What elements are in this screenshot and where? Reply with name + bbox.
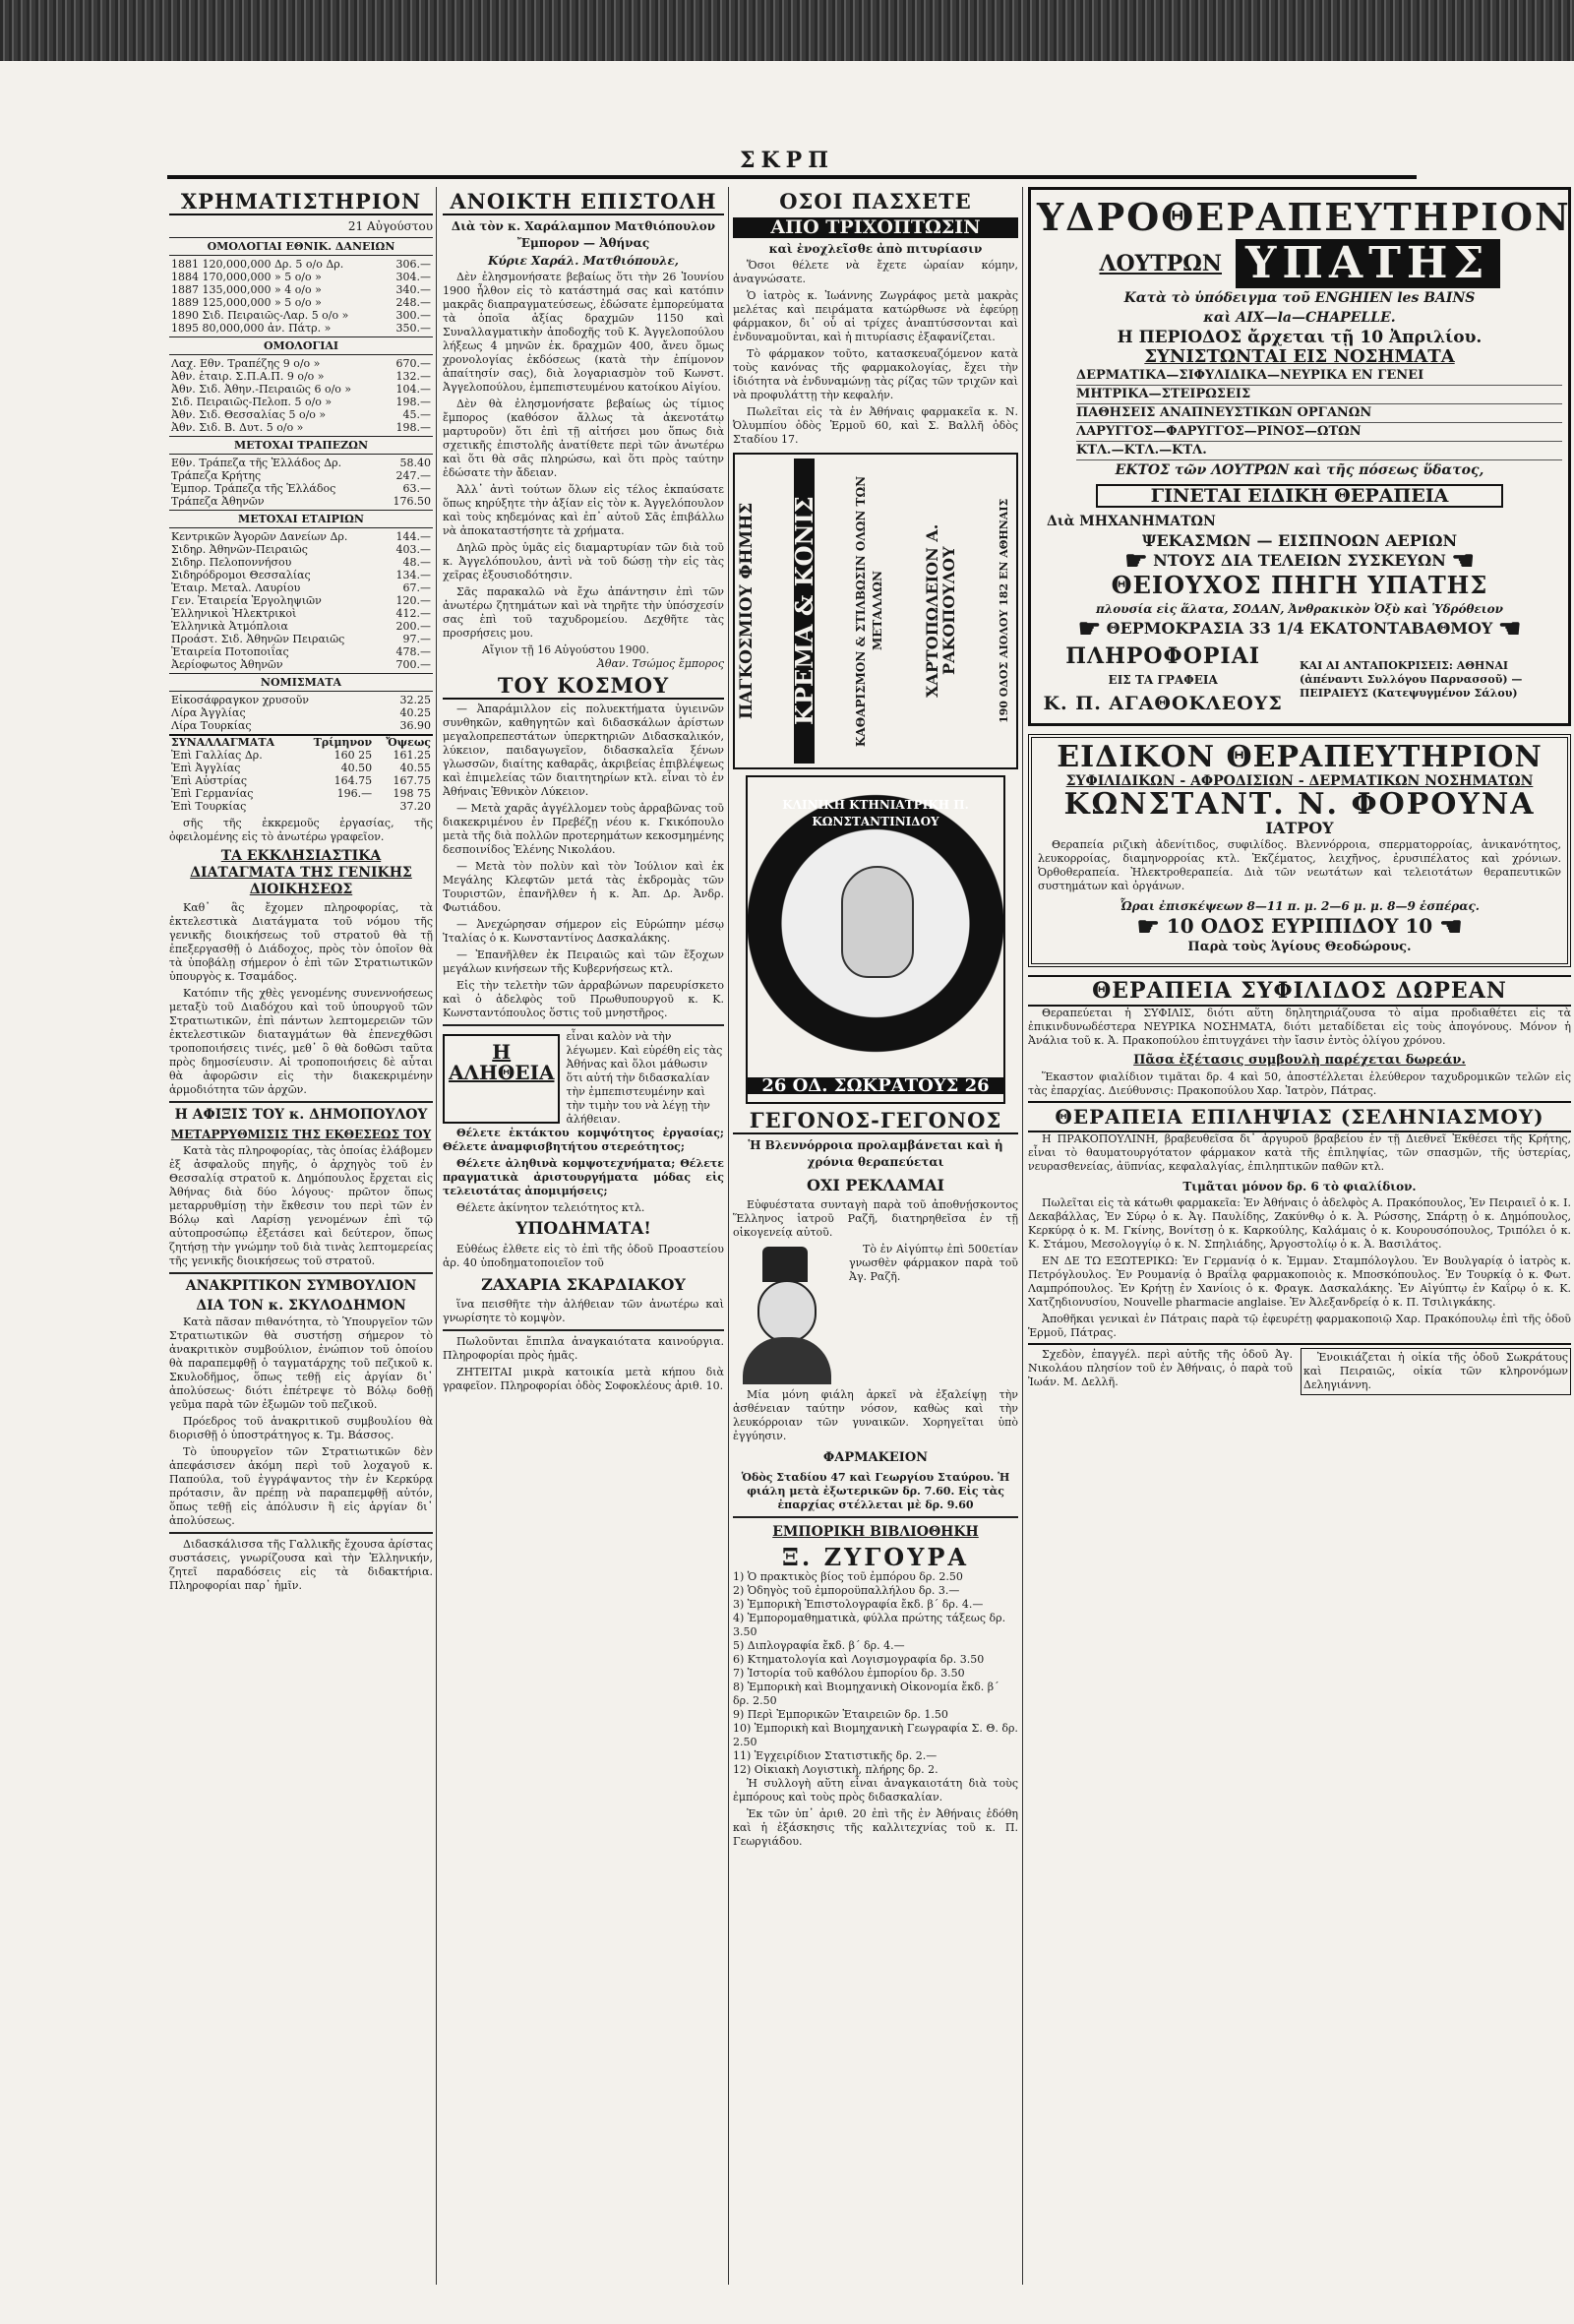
classified-ad: Ἐκ τῶν ὑπ᾽ ἀριθ. 20 ἐπὶ τῆς ἐν Ἀθήναις ἐδόθη καὶ ἡ ἐξάσκησις τῆς καλλιτεχνίας τοῦ κ. Π. Γεωργιάδου. [733, 1807, 1018, 1848]
table-cell: 403.— [395, 543, 431, 556]
table-cell: 1884 170,000,000 » 5 ο/ο » [171, 271, 322, 283]
open-letter-title: ΑΝΟΙΚΤΗ ΕΠΙΣΤΟΛΗ [443, 191, 724, 215]
epilepsy-ad-text: ΕΝ ΔΕ ΤΩ ΕΞΩΤΕΡΙΚΩ: Ἐν Γερμανίᾳ ὁ κ. Ἐμμαν. Σταμπόλογλου. Ἐν Βουλγαρίᾳ ὁ ἰατρὸς κ. Πετρόγλουλος. Ἐν Ρουμανίᾳ ὁ Βραΐλᾳ φαρμακοποιὸς κ. Μποσκόπουλος. Ἐν Τουρκίᾳ ὁ κ. Φωτ. Λαμπρόπουλος. Ἐν Κρήτῃ ἐν Χανίοις ὁ κ. Φραγκ. Δασκαλάκης. Ἐν Αἰγύπτῳ ἐν Καΐρῳ ὁ κ. Κ. Χατζηδιονυσίου, Nouvelle pharmacie anglaise. Ἐν Ἀλεξανδρείᾳ ὁ κ. Π. Τσιλιγκάκης. [1028, 1254, 1571, 1309]
disease-list-item: ΠΑΘΗΣΕΙΣ ΑΝΑΠΝΕΥΣΤΙΚΩΝ ΟΡΓΑΝΩΝ [1076, 404, 1562, 423]
info-offices: ΚΑΙ ΑΙ ΑΝΤΑΠΟΚΡΙΣΕΙΣ: ΑΘΗΝΑΙ (ἀπέναντι Συλλόγου Παρνασσοῦ) — ΠΕΙΡΑΙΕΥΣ (Κατεψυγμένον Σάλου) [1300, 659, 1523, 700]
polish-ad-line: ΚΑΘΑΡΙΣΜΟΝ & ΣΤΙΛΒΩΣΙΝ ΟΛΩΝ ΤΩΝ ΜΕΤΑΛΛΩΝ [853, 475, 884, 747]
society-title: ΤΟΥ ΚΟΣΜΟΥ [443, 675, 724, 700]
table-row [169, 258, 433, 271]
table-cell: 1895 80,000,000 ἀν. Πάτρ. » [171, 322, 332, 335]
table-row [169, 620, 433, 633]
syphilis-ad-text: Ἕκαστον φιαλίδιον τιμᾶται δρ. 4 καὶ 50, ἀποστέλλεται ἐλεύθερον ταχυδρομικῶν τελῶν εἰς τὰς ἐπαρχίας. Διεύθυνσις: Πρακοπούλου Χαρ. Ἰατρὸν, Πάτρας. [1028, 1070, 1571, 1097]
table-row [169, 581, 433, 594]
shoemaker-name: ΖΑΧΑΡΙΑ ΣΚΑΡΔΙΑΚΟΥ [481, 1275, 686, 1294]
table-cell: 200.— [395, 620, 431, 633]
stock-exchange-title: ΧΡΗΜΑΤΙΣΤΗΡΙΟΝ [169, 191, 433, 215]
table-row [169, 594, 433, 607]
table-cell: 134.— [395, 569, 431, 581]
table-header-cell: ΣΥΝΑΛΛΑΓΜΑΤΑ [171, 736, 275, 749]
table-row [169, 408, 433, 421]
classified-ad: ΖΗΤΕΙΤΑΙ μικρὰ κατοικία μετὰ κήπου διὰ γραφεῖον. Πληροφορίαι ὁδὸς Σοφοκλέους ἀριθ. 10. [443, 1366, 724, 1392]
table-cell: Κεντρικῶν Ἀγορῶν Δανείων Δρ. [171, 530, 348, 543]
table-cell: Ἐταιρεία Ποτοποιΐας [171, 645, 289, 658]
divider [443, 1024, 724, 1026]
table-cell: 67.— [402, 581, 431, 594]
table-row [169, 469, 433, 482]
showers-text: ΝΤΟΥΣ ΔΙΑ ΤΕΛΕΙΩΝ ΣΥΣΚΕΥΩΝ [1153, 551, 1446, 570]
table-row [169, 309, 433, 322]
gegonos-line: Ἡ Βλεννόρροια προλαμβάνεται καὶ ἡ χρόνια θεραπεύεται [748, 1138, 1003, 1169]
article-paragraph: Κατόπιν τῆς χθὲς γενομένης συνεννοήσεως μεταξὺ τοῦ Διαδόχου καὶ τοῦ ὑπουργοῦ τῶν Στρατιωτικῶν, ἐπὶ πάντων λεπτομερειῶν τῶν ἐκτελεστικῶν διαταγμάτων θὰ ἐπενεχθῶσι τροποποιήσεις τινές, μεθ᾽ ὃ θὰ δοθῶσι ταῦτα πρὸς δημοσίευσιν. Αἱ τροποποιήσεις δὲ αὗται θὰ ἀφορῶσιν εἰς τὴν διακεκριμένην ἁρμοδιότητα τῶν ἀρχῶν. [169, 987, 433, 1096]
article-paragraph: Τὸ ὑπουργεῖον τῶν Στρατιωτικῶν δὲν ἀπεφάσισεν ἀκόμη περὶ τοῦ λοχαγοῦ κ. Παπούλα, τοῦ ἐγγράψαντος τὴν ἐν Κερκύρᾳ πρότασιν, ἂν πρέπῃ νὰ παραπεμφθῇ αὐτόν, ὅπως τεθῇ εἰς ἀπόλυσιν ἢ εἰς ἀργίαν δι᾽ ἀπολύσεως. [169, 1445, 433, 1527]
table-cell: 48.— [402, 556, 431, 569]
exchange-table [169, 734, 433, 813]
letter-date: Αἴγιον τῇ 16 Αὐγούστου 1900. [482, 643, 650, 656]
library-note: Ἡ συλλογὴ αὕτη εἶναι ἀναγκαιοτάτη διὰ τοὺς ἐμπόρους καὶ τοὺς πρὸς διδασκαλίαν. [733, 1777, 1018, 1804]
bonds-table [169, 357, 433, 434]
table-cell: Ἑλληνικοὶ Ἠλεκτρικοὶ [171, 607, 297, 620]
polish-ad-line: ΚΡΕΜΑ & ΚΟΝΙΣ [794, 459, 815, 764]
table-cell: Λίρα Τουρκίας [171, 719, 252, 732]
table-cell: 478.— [395, 645, 431, 658]
article-subheading: ΜΕΤΑΡΡΥΘΜΙΣΙΣ ΤΗΣ ΕΚΘΕΣΕΩΣ ΤΟΥ [170, 1128, 432, 1141]
society-item: — Μετὰ χαρᾶς ἀγγέλλομεν τοὺς ἀρραβῶνας τοῦ διακεκριμένου ἐν Πρεβέζῃ νέου κ. Γκικόπουλο μετὰ τῆς διὰ πολλῶν προτερημάτων κεκοσμημένης δεσποινίδος Ἐλένης Νικολάου. [443, 802, 724, 856]
table-row [169, 322, 433, 335]
hairloss-title: ΟΣΟΙ ΠΑΣΧΕΤΕ [779, 189, 972, 214]
article-paragraph: Κατὰ πᾶσαν πιθανότητα, τὸ Ὑπουργεῖον τῶν Στρατιωτικῶν θὰ συστήσῃ σήμερον τὸ ἀνακριτικὸν συμβούλιον, ἐνώπιον τοῦ ὁποίου θὰ παραπεμφθῇ ὁ ταγματάρχης τοῦ πεζικοῦ κ. Σκυλοδῆμος, ὅπως τεθῇ εἰς ἀργίαν δι᾽ ἀπολύσεως· διότι ἐπέτρεψε τὸ Βόλῳ δοθῇ γεῦμα παρὰ τῶν ἐξωμῶν τοῦ πεζικοῦ. [169, 1315, 433, 1411]
table-header-cell: Τρίμηνον [313, 736, 373, 749]
table-cell: 45.— [402, 408, 431, 421]
book-list-item: 5) Διπλογραφία ἔκδ. β΄ δρ. 4.— [733, 1639, 905, 1652]
clinic-address-line [1038, 912, 1561, 943]
table-cell: 1890 Σιδ. Πειραιῶς-Λαρ. 5 ο/ο » [171, 309, 349, 322]
syphilis-ad-text: Θεραπεύεται ἡ ΣΥΦΙΛΙΣ, διότι αὕτη δηλητηριάζουσα τὸ αἷμα προδιαθέτει εἰς τὰ ἐπικινδυνωδέστερα ΝΕΥΡΙΚΑ ΝΟΣΗΜΑΤΑ, διότι μεταδίδεται εἰς τοὺς ἀπογόνους. Μόνον ἡ Ἀνάλια τοῦ κ. Ἀ. Πρακοπούλου ἐπιτυγχάνει τὴν ἴασιν ἐντὸς ὀλίγου χρόνου. [1028, 1006, 1571, 1047]
table-cell: 306.— [395, 258, 431, 271]
table-cell: 350.— [395, 322, 431, 335]
table-row [169, 396, 433, 408]
epilepsy-ad-text: Πωλεῖται εἰς τὰ κάτωθι φαρμακεῖα: Ἐν Ἀθήναις ὁ ἀδελφὸς Α. Πρακόπουλος, Ἐν Πειραιεῖ ὁ κ. Ι. Δεκαβάλλας, Ἐν Σύρῳ ὁ κ. Ἀγ. Παυλίδης, Ζακύνθῳ ὁ κ. Ἀ. Ρώσσης, Σπάρτῃ ὁ κ. Δημόπουλος, Κερκύρᾳ ὁ κ. Μ. Γκίνης, Βονίτσῃ ὁ κ. Καρκούλης, Καλάμαις ὁ κ. Κουρουσόπουλος, Τριπόλει ὁ κ. Κ. Στάμου, Μεσολογγίῳ ὁ κ. Ν. Σπηλιάδης, Ἀργοστολίῳ ὁ κ. Ἀ. Βασιλάτος. [1028, 1195, 1571, 1251]
agent-name: Κ. Π. ΑΓΑΘΟΚΛΕΟΥΣ [1043, 693, 1283, 714]
letter-signature: Ἀθαν. Τσώμος ἔμπορος [596, 657, 724, 670]
letter-paragraph: Σᾶς παρακαλῶ νὰ ἔχω ἀπάντησιν ἐπὶ τῶν ἀνωτέρω ζητημάτων καὶ νὰ τηρῆτε τὴν ὑπόσχεσίν σας ἐπὶ τοῦ ταχυδρομείου. Δεχθῆτε τὰς προσρήσεις μου. [443, 585, 724, 640]
table-cell: Γεν. Ἐταιρεία Ἐργοληψιῶν [171, 594, 322, 607]
table-cell: Ἀερίοφωτος Ἀθηνῶν [171, 658, 283, 671]
companies-section-title: ΜΕΤΟΧΑΙ ΕΤΑΙΡΙΩΝ [169, 510, 433, 528]
clinic-name: ΚΛΙΝΙΚΗ ΚΤΗΝΙΑΤΡΙΚΗ Π. ΚΩΝΣΤΑΝΤΙΝΙΔΟΥ [782, 798, 969, 828]
table-row [169, 495, 433, 508]
article-paragraph: Κατὰ τὰς πληροφορίας, τὰς ὁποίας ἐλάβομεν ἐξ ἀσφαλοῦς πηγῆς, ὁ ἀρχηγὸς τοῦ ἐν Θεσσαλίᾳ στρατοῦ κ. Δημόπουλος ἔρχεται εἰς Ἀθήνας διὰ δύο λόγους· πρῶτον ὅπως μεταρρυθμίσῃ τὴν ἔκθεσιν του περὶ τῶν ἐν Βόλῳ καὶ Λαρίσῃ γενομένων ἐπὶ τῷ αὐτοπροσώπῳ ἐξετάσει καὶ δεύτερον, ὅπως ζητήσῃ τὴν γνώμην τοῦ διὰ τινὰς λεπτομερείας τῆς γενικῆς διοικήσεως τοῦ στρατοῦ. [169, 1144, 433, 1267]
table-cell [299, 800, 375, 813]
table-cell: 1887 135,000,000 » 4 ο/ο » [171, 283, 322, 296]
book-list-item: 12) Οἰκιακὴ Λογιστικὴ, πλήρης δρ. 2. [733, 1763, 938, 1776]
hairloss-sub: καὶ ἐνοχλεῖσθε ἀπὸ πιτυρίασιν [768, 242, 983, 256]
season-line: Η ΠΕΡΙΟΔΟΣ ἄρχεται τῇ 10 Ἀπριλίου. [1117, 328, 1483, 347]
book-list-item: 9) Περὶ Ἐμπορικῶν Ἑταιρειῶν δρ. 1.50 [733, 1708, 948, 1721]
table-cell: 196.— [336, 787, 373, 800]
table-cell: 144.— [395, 530, 431, 543]
table-cell: 412.— [395, 607, 431, 620]
column-medical-ads [1028, 187, 1571, 2294]
alitheia-ad [443, 1030, 724, 1127]
gegonos-text: Εὐφυέστατα συνταγὴ παρὰ τοῦ ἀποθνῄσκοντος Ἕλληνος ἰατροῦ Ραζῆ, διατηρηθεῖσα ἐν τῇ οἰκογενείᾳ αὐτοῦ. [733, 1198, 1018, 1239]
alitheia-text: εἶναι καλὸν νὰ τὴν λέγωμεν. Καὶ εὑρέθη εἰς τὰς Ἀθήνας καὶ ὅλοι μάθωσιν ὅτι αὐτή τὴν διδασκαλίαν τὴν ἐμπεπιστευμένην καὶ τὴν τιμὴν του νὰ λέγῃ τὴν ἀλήθειαν. [566, 1030, 723, 1126]
table-row [169, 706, 433, 719]
divider [169, 1272, 433, 1274]
table-row [169, 357, 433, 370]
column-rule [436, 187, 437, 2285]
table-cell: 104.— [395, 383, 431, 396]
syphilis-ad-free: Πᾶσα ἐξέτασις συμβουλὴ παρέχεται δωρεάν. [1133, 1052, 1466, 1068]
article-heading: ΑΝΑΚΡΙΤΙΚΟΝ ΣΥΜΒΟΥΛΙΟΝ [185, 1278, 417, 1294]
clinic-address: 26 ΟΔ. ΣΩΚΡΑΤΟΥΣ 26 [748, 1077, 1003, 1094]
polish-ad-line: 190 ΟΔΟΣ ΑΙΟΛΟΥ 182 ΕΝ ΑΘΗΝΑΙΣ [998, 498, 1010, 724]
divider [733, 1516, 1018, 1518]
table-header-cell: Ὄψεως [386, 736, 431, 749]
table-cell: Ἀθν. Σιδ. Ἀθην.-Πειραιῶς 6 ο/ο » [171, 383, 352, 396]
table-cell: Ἀθν. Σιδ. Θεσσαλίας 5 ο/ο » [171, 408, 327, 421]
table-row [169, 762, 433, 774]
table-cell: Εἰκοσάφραγκον χρυσοῦν [171, 694, 309, 706]
table-cell: 160 25 [333, 749, 373, 762]
hairloss-subtitle: ΑΠΟ ΤΡΙΧΟΠΤΩΣΙΝ [733, 217, 1018, 238]
table-cell: 37.20 [399, 800, 431, 813]
table-cell: Ἐπὶ Αὐστρίας [171, 774, 248, 787]
horse-head-illustration [841, 866, 914, 978]
table-cell: 32.25 [399, 694, 431, 706]
table-row [169, 749, 433, 762]
diseases-list [1037, 367, 1562, 460]
pharmacy-address: Ὁδὸς Σταδίου 47 καὶ Γεωργίου Σταύρου. Ἡ φιάλη μετὰ ἐξωτερικῶν δρ. 7.60. Εἰς τὰς ἐπαρχίας στέλλεται μὲ δρ. 9.60 [741, 1471, 1010, 1511]
hydrotherapy-title: ΥΔΡΟΘΕΡΑΠΕΥΤΗΡΙΟΝ [1037, 195, 1571, 239]
book-list-item: 2) Ὁδηγὸς τοῦ ἐμποροϋπαλλήλου δρ. 3.— [733, 1584, 960, 1597]
table-cell: 247.— [395, 469, 431, 482]
society-item: — Ἐπανῆλθεν ἐκ Πειραιῶς καὶ τῶν ἔξοχων μεγάλων κινήσεων τῆς Κυβερνήσεως κτλ. [443, 948, 724, 975]
classified-ad: Διδασκάλισσα τῆς Γαλλικῆς ἔχουσα ἀρίστας συστάσεις, γνωρίζουσα καὶ τὴν Ἑλληνικήν, ζητεῖ παραδόσεις εἰς τὰ διδακτήρια. Πληροφορίαι παρ᾽ ἡμῖν. [169, 1538, 433, 1592]
pointing-hand-icon: ☛ [1124, 546, 1148, 577]
masthead-rule [167, 175, 1417, 179]
table-cell: 164.75 [333, 774, 373, 787]
disease-list-item: ΛΑΡΥΓΓΟΣ—ΦΑΡΥΓΓΟΣ—ΡΙΝΟΣ—ΩΤΩΝ [1076, 423, 1562, 442]
table-cell: Ἐπὶ Ἀγγλίας [171, 762, 241, 774]
table-row [169, 457, 433, 469]
pharmacy-title: ΦΑΡΜΑΚΕΙΟΝ [822, 1450, 929, 1465]
table-cell: Λαχ. Εθν. Τραπέζης 9 ο/ο » [171, 357, 321, 370]
divider [169, 1532, 433, 1534]
book-list-item: 7) Ἱστορία τοῦ καθόλου ἐμπορίου δρ. 3.50 [733, 1667, 965, 1680]
book-list-item: 6) Κτηματολογία καὶ Λογισμογραφία δρ. 3.50 [733, 1653, 985, 1666]
table-row [169, 658, 433, 671]
table-cell: Ἐπὶ Τουρκίας [171, 800, 247, 813]
disease-list-item: ΚΤΛ.—ΚΤΛ.—ΚΤΛ. [1076, 442, 1562, 460]
table-cell: 248.— [395, 296, 431, 309]
book-list-item: 1) Ὁ πρακτικὸς βίος τοῦ ἐμπόρου δρ. 2.50 [733, 1570, 963, 1583]
divider [169, 1101, 433, 1103]
shoes-ad-title: ΥΠΟΔΗΜΑΤΑ! [515, 1219, 651, 1239]
fourouna-clinic-ad [1028, 734, 1571, 967]
gegonos-line: ΟΧΙ ΡΕΚΛΑΜΑΙ [807, 1176, 944, 1194]
table-cell: 40.55 [399, 762, 431, 774]
disease-list-item: ΜΗΤΡΙΚΑ—ΣΤΕΙΡΩΣΕΙΣ [1076, 386, 1562, 404]
classified-ad: Σχεδὸν, ἐπαγγέλ. περὶ αὐτῆς τῆς ὁδοῦ Ἀγ. Νικολάου πλησίον τοῦ ἐν Ἀθήναις, ὁ παρὰ τοῦ Ἰωάν. Μ. Δελλῆ. [1028, 1347, 1293, 1388]
hypati-baths-ad [1028, 187, 1571, 726]
epilepsy-ad-text: Ἀποθῆκαι γενικαὶ ἐν Πάτραις παρὰ τῷ ἐφευρέτῃ φαρμακοποιῷ Χαρ. Πρακόπουλῳ ἐπὶ τῆς ὁδοῦ Ἑρμοῦ, Πάτρας. [1028, 1312, 1571, 1339]
table-cell: 670.— [395, 357, 431, 370]
open-letter-salutation: Κύριε Χαράλ. Ματθιόπουλε, [488, 254, 679, 268]
alitheia-title: Η ΑΛΗΘΕΙΑ [443, 1034, 560, 1124]
table-cell: 300.— [395, 309, 431, 322]
clinic-text: Θεραπεία ριζικὴ ἀδενίτιδος, συφιλίδος. Βλεννόρροια, σπερματορροίας, ἀνικανότητος, λευκορροίας, διαμηνορροίας κτλ. Ἐκζέματος, λειχῆνος, ἐρυσιπέλατος καὶ χρόνιων. Ὀρθοθεραπεία. Ἠλεκτροθεραπεία. Διὰ τῶν νεωτάτων καὶ τελειοτάτων θεραπευτικῶν συστημάτων καὶ ὀργάνων. [1038, 838, 1561, 892]
table-row [169, 633, 433, 645]
table-cell: 120.— [395, 594, 431, 607]
letter-paragraph: Ἀλλ᾽ ἀντὶ τούτων ὅλων εἰς τέλος ἐκπαύσατε ὅπως κηρύξητε τὴν ἀξίαν εἰς τὸν κ. Ἀγγελόπουλον καὶ τοὺς κηδεμόνας καὶ ἐπ᾽ αὐτοῦ Σᾶς ἐπιβάλλω νὰ ἀποκαταστήσητε τὰ χρήματα. [443, 483, 724, 537]
table-cell: Ἐμπορ. Τράπεζα τῆς Ἑλλάδος [171, 482, 336, 495]
bonds-section-title: ΟΜΟΛΟΓΙΑΙ [169, 336, 433, 355]
table-cell: 40.25 [399, 706, 431, 719]
pointing-hand-icon: ☚ [1439, 912, 1463, 943]
open-letter-recipient: Διὰ τὸν κ. Χαράλαμπον Ματθιόπουλον Ἔμπορον — Ἀθήνας [451, 219, 716, 250]
ad-line: Διὰ ΜΗΧΑΝΗΜΑΤΩΝ [1047, 514, 1216, 529]
column-open-letter [443, 187, 724, 2294]
ad-line: πλουσία εἰς ἅλατα, ΣΟΔΑΝ, Ἀνθρακικὸν Ὀξὺ καὶ Ὑδρόθειον [1096, 601, 1503, 616]
shoes-ad-line: Θέλετε ἐκτάκτου κομψότητος ἐργασίας; Θέλετε ἀναμφισβητήτου στερεότητος; [443, 1127, 724, 1153]
syphilis-ad-title: ΘΕΡΑΠΕΙΑ ΣΥΦΙΛΙΔΟΣ ΔΩΡΕΑΝ [1028, 975, 1571, 1007]
clinic-title: ΕΙΔΙΚΟΝ ΘΕΡΑΠΕΥΤΗΡΙΟΝ [1057, 740, 1543, 774]
letter-paragraph: Δηλῶ πρὸς ὑμᾶς εἰς διαμαρτυρίαν τῶν διὰ τοῦ κ. Ἀγγελόπουλου, ἀντὶ νὰ τοῦ δώσῃ τὴν εἰς τὰς χεῖρας ἐξουσιοδότησιν. [443, 541, 724, 581]
society-item: — Ἀπαράμιλλον εἰς πολυεκτήματα ὑγιεινῶν συνθηκῶν, καθηγητῶν καὶ διδασκάλων ἀρίστων μεγαλοπρεπεστάτων ὑπερκτηριῶν Διδασκαλικόν, λύκειον, παιδαγωγεῖον, διδασκαλεῖα ξένων γλωσσῶν, διαίτης καθαρᾶς, ἀκριβείας ἐπιβλέψεως καὶ ἐπιμελείας τῶν διαιτητηρίων κτλ. εἶναι τὸ ἐν Ἀθήναις Ἐθνικὸν Λύκειον. [443, 703, 724, 798]
article-heading: ΤΑ ΕΚΚΛΗΣΙΑΣΤΙΚΑ ΔΙΑΤΑΓΜΑΤΑ ΤΗΣ ΓΕΝΙΚΗΣ ΔΙΟΙΚΗΣΕΩΣ [190, 848, 412, 897]
banks-table [169, 457, 433, 508]
gegonos-text: Τὸ ἐν Αἰγύπτῳ ἐπὶ 500ετίαν γνωσθὲν φάρμακον παρὰ τοῦ Ἀγ. Ραζῆ. [849, 1243, 1018, 1283]
table-row [169, 645, 433, 658]
table-row [169, 530, 433, 543]
table-cell: Ἑλληνικὰ Ἀτμόπλοια [171, 620, 288, 633]
table-cell: Ἐταιρ. Μεταλ. Λαυρίου [171, 581, 301, 594]
library-title: ΕΜΠΟΡΙΚΗ ΒΙΒΛΙΟΘΗΚΗ [772, 1524, 979, 1540]
table-cell: 304.— [395, 271, 431, 283]
book-list-item: 10) Ἐμπορικὴ καὶ Βιομηχανικὴ Γεωγραφία Σ. Θ. δρ. 2.50 [733, 1722, 1018, 1748]
fragment-text: σῆς τῆς ἐκκρεμοῦς ἐργασίας, τῆς ὀφειλομένης εἰς τὸ ἀνωτέρω γραφεῖον. [169, 817, 433, 843]
table-cell: Ἐπὶ Γαλλίας Δρ. [171, 749, 263, 762]
hairloss-text: Ὁ ἰατρὸς κ. Ἰωάννης Ζωγράφος μετὰ μακρὰς μελέτας καὶ πειράματα κατώρθωσε νὰ ἐφεύρῃ φάρμακον, δι᾽ οὗ αἱ τρίχες ἀναπτύσσονται καὶ ἐνδυναμοῦνται, καὶ ἡ πιτυρίασις ἐξαφανίζεται. [733, 289, 1018, 343]
hypati-name: ΥΠΑΤΗΣ [1236, 239, 1500, 288]
table-cell: 161.25 [393, 749, 431, 762]
shoes-ad-text: ἵνα πεισθῆτε τὴν ἀλήθειαν τῶν ἀνωτέρω καὶ γνωρίσητε τὸ κομψὸν. [443, 1298, 724, 1324]
table-cell: Λίρα Ἀγγλίας [171, 706, 246, 719]
letter-paragraph: Δὲν ἐλησμονήσατε βεβαίως ὅτι τὴν 26 Ἰουνίου 1900 ἦλθον εἰς τὸ κατάστημά σας καὶ κατόπιν μακρᾶς διαπραγματεύσεως, ἐδώσατε ἐμπορεύματα τὰ ὁποῖα ἀξίας δραχμῶν 1150 καὶ Συναλλαγματικὴν ἀποδοχῆς τοῦ Κ. Ἀγγελοπούλου λήξεως 4 μηνῶν ἐκ. δραχμῶν 400, ἄνευ ὅμως χρονολογίας ἐκδόσεως (κατὰ τὴν ἐπίμονον ἀπαίτησίν σας), διὰ λογαριασμὸν τοῦ Κωνστ. Ἀγγελοπούλου, ἐμπεπιστευμένου κατοίκου Αἰγίου. [443, 271, 724, 394]
table-header-row [169, 735, 433, 749]
gegonos-title: ΓΕΓΟΝΟΣ-ΓΕΓΟΝΟΣ [733, 1110, 1018, 1134]
article-paragraph: Καθ᾽ ἃς ἔχομεν πληροφορίας, τὰ ἐκτελεστικὰ Διατάγματα τοῦ νόμου τῆς γενικῆς διοικήσεως τοῦ στρατοῦ θὰ τῇ ἐπεξεργασθῇ ὁ Διάδοχος, πρὸς τὸν ὁποῖον θὰ τὰ ὑποβάλῃ σήμερον ὁ ἐπὶ τῶν Στρατιωτικῶν ὑπουργὸς κ. Τσαμάδος. [169, 901, 433, 983]
book-list-item: 4) Ἐμπορομαθηματικὰ, φύλλα πρώτης τάξεως δρ. 3.50 [733, 1612, 1006, 1638]
disease-list-item: ΔΕΡΜΑΤΙΚΑ—ΣΙΦΥΛΙΔΙΚΑ—ΝΕΥΡΙΚΑ ΕΝ ΓΕΝΕΙ [1076, 367, 1562, 386]
table-cell: 176.50 [393, 495, 431, 508]
hairloss-text: Ὅσοι θέλετε νὰ ἔχετε ὡραίαν κόμην, ἀναγνώσατε. [733, 259, 1018, 285]
ad-line: ΨΕΚΑΣΜΩΝ — ΕΙΣΠΝΟΩΝ ΑΕΡΙΩΝ [1141, 531, 1458, 550]
column-stock-exchange [169, 187, 433, 2294]
table-cell: Ἐπὶ Γερμανίας [171, 787, 254, 800]
society-item: — Ἀνεχώρησαν σήμερον εἰς Εὐρώπην μέσῳ Ἰταλίας ὁ κ. Κωνσταντίνος Δασκαλάκης. [443, 918, 724, 945]
pointing-hand-icon: ☚ [1497, 614, 1522, 643]
table-cell: Σιδηρόδρομοι Θεσσαλίας [171, 569, 311, 581]
table-row [169, 569, 433, 581]
fez-hat [762, 1247, 808, 1282]
table-row [169, 719, 433, 732]
article-subheading: ΔΙΑ ΤΟΝ κ. ΣΚΥΛΟΔΗΜΟΝ [196, 1298, 406, 1314]
book-list-item: 11) Ἐγχειρίδιον Στατιστικῆς δρ. 2.— [733, 1749, 938, 1762]
pointing-hand-icon: ☚ [1451, 546, 1475, 577]
coins-table [169, 694, 433, 732]
veterinary-clinic-ad [746, 775, 1005, 1104]
pointing-hand-icon: ☛ [1136, 912, 1160, 943]
table-cell: Σιδηρ. Πελοποννήσου [171, 556, 292, 569]
pointing-hand-icon: ☛ [1077, 614, 1102, 643]
table-cell: 63.— [402, 482, 431, 495]
companies-table [169, 530, 433, 671]
polish-ad-line: ΠΑΓΚΟΣΜΙΟΥ ΦΗΜΗΣ [737, 502, 757, 720]
temperature-line [1037, 614, 1562, 643]
society-item: — Μετὰ τὸν πολὺν καὶ τὸν Ἰούλιον καὶ ἐκ Μεγάλης Κλεφτῶν μετά τὰς ἐκδρομὰς τῶν Τουριστῶν, ἐπανῆλθεν ἡ κ. Ἀπ. Δρ. Ἀνδρ. Φωτιάδου. [443, 860, 724, 914]
masthead: ΣΚΡΠ [740, 148, 834, 173]
hairloss-text: Τὸ φάρμακον τοῦτο, κατασκευαζόμενον κατὰ τοὺς κανόνας τῆς φαρμακολογίας, ἔχει τὴν ἰδιότητα νὰ ἐνδυναμώνῃ τὰς ρίζας τῶν τριχῶν καὶ νὰ προφυλάττῃ τὴν κεφαλήν. [733, 347, 1018, 401]
table-row [169, 607, 433, 620]
table-cell: 198.— [395, 396, 431, 408]
showers-line [1037, 546, 1562, 577]
letter-paragraph: Δὲν θὰ ἐλησμονήσατε βεβαίως ὡς τίμιος ἔμπορος (καθόσον ἄλλως τὰ ἀκενοτάτῳ μαρτυροῦν) ὅτι ἐπὶ τῇ αἰτήσει μου ὅπως διὰ σχετικῆς ἐπιστολῆς ἀνατίθετε περὶ τῶν ἀνωτέρω καὶ ὅτι θὰ σᾶς πληρώσω, καὶ ὅτι πρὸς ταύτην ἐδώσατε τὴν ἄδειαν. [443, 398, 724, 479]
portrait-face [757, 1280, 817, 1343]
recommended-for: ΣΥΝΙΣΤΩΝΤΑΙ ΕΙΣ ΝΟΣΗΜΑΤΑ [1144, 346, 1455, 367]
doctor-title: ΙΑΤΡΟΥ [1265, 819, 1334, 837]
ad-line: ΕΙΣ ΤΑ ΓΡΑΦΕΙΑ [1108, 673, 1218, 687]
table-cell: 97.— [402, 633, 431, 645]
banks-section-title: ΜΕΤΟΧΑΙ ΤΡΑΠΕΖΩΝ [169, 436, 433, 455]
shoes-ad-line: Θέλετε ἀληθινὰ κομψοτεχνήματα; Θέλετε πραγματικὰ ἀριστουργήματα μόδας εἰς τελειοτάτας ἀπομιμήσεις; [443, 1157, 724, 1197]
table-cell: 36.90 [399, 719, 431, 732]
table-cell: Ἀθν. Σιδ. Β. Δυτ. 5 ο/ο » [171, 421, 304, 434]
table-row [169, 694, 433, 706]
special-therapy: ΓΙΝΕΤΑΙ ΕΙΔΙΚΗ ΘΕΡΑΠΕΙΑ [1096, 484, 1503, 508]
table-row [169, 774, 433, 787]
table-cell: 1889 125,000,000 » 5 ο/ο » [171, 296, 322, 309]
ad-line: ΕΚΤΟΣ τῶν ΛΟΥΤΡΩΝ καὶ τῆς πόσεως ὕδατος, [1115, 462, 1484, 478]
table-cell: 340.— [395, 283, 431, 296]
scan-top-band [0, 0, 1574, 61]
polish-ad-line: ΧΑΡΤΟΠΩΛΕΙΟΝ Α. ΡΑΚΟΠΟΥΛΟΥ [923, 523, 959, 699]
article-heading: Η ΑΦΙΞΙΣ ΤΟΥ κ. ΔΗΜΟΠΟΥΛΟΥ [174, 1107, 428, 1123]
table-cell: Εθν. Τράπεζα τῆς Ἑλλάδος Δρ. [171, 457, 342, 469]
table-cell: Προάστ. Σιδ. Ἀθηνῶν Πειραιῶς [171, 633, 345, 645]
classified-ad: Ἐνοικιάζεται ἡ οἰκία τῆς ὁδοῦ Σωκράτους καὶ Πειραιῶς, οἰκία τῶν κληρονόμων Δεληγιάννη. [1301, 1348, 1571, 1395]
shoes-ad-line: Θέλετε ἀκίνητον τελειότητος κτλ. [456, 1201, 645, 1214]
table-cell: 167.75 [393, 774, 431, 787]
society-item: Εἰς τὴν τελετὴν τῶν ἀρραβώνων παρευρίσκετο καὶ ὁ ἀδελφὸς τοῦ Πρωθυπουργοῦ κ. Κ. Κωνσταντόπουλος ὅστις τοῦ μνηστῆρος. [443, 979, 724, 1019]
info-title: ΠΛΗΡΟΦΟΡΙΑΙ [1065, 643, 1261, 669]
table-row [169, 556, 433, 569]
table-row [169, 283, 433, 296]
table-cell: Σιδ. Πειραιῶς-Πελοπ. 5 ο/ο » [171, 396, 333, 408]
clinic-hours: Ὧραι ἐπισκέψεων 8—11 π. μ. 2—6 μ. μ. 8—9 ἑσπέρας. [1120, 899, 1480, 913]
clinic-landmark: Παρὰ τοὺς Ἁγίους Θεοδώρους. [1187, 939, 1412, 954]
table-cell: 700.— [395, 658, 431, 671]
table-row [169, 296, 433, 309]
column-rule [1022, 187, 1023, 2285]
table-cell: 132.— [395, 370, 431, 383]
table-cell: Ἀθν. ἑταιρ. Σ.Π.Α.Π. 9 ο/ο » [171, 370, 325, 383]
book-list [733, 1570, 1018, 1777]
portrait-body [743, 1337, 831, 1384]
epilepsy-ad-price: Τιμᾶται μόνον δρ. 6 τὸ φιαλίδιον. [1182, 1179, 1417, 1193]
epilepsy-ad-text: Η ΠΡΑΚΟΠΟΥΛΙΝΗ, βραβευθεῖσα δι᾽ ἀργυροῦ βραβείου ἐν τῇ Διεθνεῖ Ἐκθέσει τῆς Κρήτης, εἶναι τὸ θαυματουργότατον φάρμακον κατὰ τῆς ἐπιληψίας, τῶν σπασμῶν, τῆς ὑστερίας, νευρασθενείας, ἀϋπνίας, κεφαλαλγίας, ἐπιληπτικῶν παθῶν κτλ. [1028, 1131, 1571, 1173]
divider [443, 1329, 724, 1331]
column-rule [728, 187, 729, 2285]
table-row [169, 370, 433, 383]
table-cell: 1881 120,000,000 Δρ. 5 ο/ο Δρ. [171, 258, 344, 271]
coins-section-title: ΝΟΜΙΣΜΑΤΑ [169, 673, 433, 692]
temperature-text: ΘΕΡΜΟΚΡΑΣΙΑ 33 1/4 ΕΚΑΤΟΝΤΑΒΑΘΜΟΥ [1106, 618, 1493, 638]
table-cell: Σιδηρ. Ἀθηνῶν-Πειραιῶς [171, 543, 308, 556]
stock-date: 21 Αὐγούστου [347, 219, 433, 233]
gegonos-text: Μία μόνη φιάλη ἀρκεῖ νὰ ἐξαλείψῃ τὴν ἀσθένειαν ταύτην νόσον, καθὼς καὶ τὴν λευκόρροιαν τῶν γυναικῶν. Χορηγεῖται ὑπὸ ἐγγύησιν. [733, 1388, 1018, 1442]
shoes-ad-text: Εὐθέως ἐλθετε εἰς τὸ ἐπὶ τῆς ὁδοῦ Προαστείου ἀρ. 40 ὑποδηματοποιεῖον τοῦ [443, 1243, 724, 1269]
polish-ad [733, 453, 1018, 769]
epilepsy-ad-title: ΘΕΡΑΠΕΙΑ ΕΠΙΛΗΨΙΑΣ (ΣΕΛΗΝΙΑΣΜΟΥ) [1028, 1101, 1571, 1132]
article-paragraph: Πρόεδρος τοῦ ἀνακριτικοῦ συμβουλίου θὰ διορισθῇ ὁ ὑποστράτηγος κ. Τμ. Βάσσος. [169, 1415, 433, 1441]
table-row [169, 482, 433, 495]
library-author: Ξ. ΖΥΓΟΥΡΑ [782, 1543, 969, 1571]
doctor-name: ΚΩΝΣΤΑΝΤ. Ν. ΦΟΡΟΥΝΑ [1063, 787, 1536, 822]
table-cell: 40.50 [340, 762, 373, 774]
classified-ad: Πωλοῦνται ἔπιπλα ἀναγκαιότατα καινούργια. Πληροφορίαι πρὸς ἡμᾶς. [443, 1335, 724, 1362]
table-row [169, 787, 433, 800]
loans-table [169, 258, 433, 335]
loans-section-title: ΟΜΟΛΟΓΙΑΙ ΕΘΝΙΚ. ΔΑΝΕΙΩΝ [169, 237, 433, 256]
baths-label: ΛΟΥΤΡΩΝ [1099, 250, 1222, 276]
sulfur-spring: ΘΕΙΟΥΧΟΣ ΠΗΓΗ ΥΠΑΤΗΣ [1111, 570, 1488, 599]
table-cell: Τράπεζα Ἀθηνῶν [171, 495, 265, 508]
book-list-item: 3) Ἐμπορικὴ Ἐπιστολογραφία ἔκδ. β΄ δρ. 4.— [733, 1598, 984, 1611]
table-row [169, 271, 433, 283]
table-row [169, 800, 433, 813]
ad-line: Κατὰ τὸ ὑπόδειγμα τοῦ ENGHIEN les BAINS [1123, 290, 1476, 306]
clinic-specialty: ΣΥΦΙΛΙΔΙΚΩΝ - ΑΦΡΟΔΙΣΙΩΝ - ΔΕΡΜΑΤΙΚΩΝ ΝΟΣΗΜΑΤΩΝ [1065, 773, 1534, 789]
table-cell: Τράπεζα Κρήτης [171, 469, 262, 482]
hairloss-text: Πωλεῖται εἰς τὰ ἐν Ἀθήναις φαρμακεῖα κ. Ν. Ὀλυμπίου ὁδὸς Ἑρμοῦ 60, καὶ Σ. Βαλλῆ ὁδὸς Σταδίου 17. [733, 405, 1018, 446]
table-row [169, 543, 433, 556]
ad-line: καὶ AIX—la—CHAPELLE. [1203, 310, 1396, 326]
table-cell: 198.— [395, 421, 431, 434]
table-cell: 198 75 [393, 787, 431, 800]
doctor-portrait [733, 1247, 841, 1384]
clinic-address: 10 ΟΔΟΣ ΕΥΡΙΠΙΔΟΥ 10 [1166, 914, 1433, 938]
table-cell: 58.40 [399, 457, 431, 469]
table-row [169, 421, 433, 434]
column-ads-middle [733, 187, 1018, 2294]
table-row [169, 383, 433, 396]
book-list-item: 8) Ἐμπορικὴ καὶ Βιομηχανικὴ Οἰκονομία ἔκδ. β΄ δρ. 2.50 [733, 1681, 999, 1707]
